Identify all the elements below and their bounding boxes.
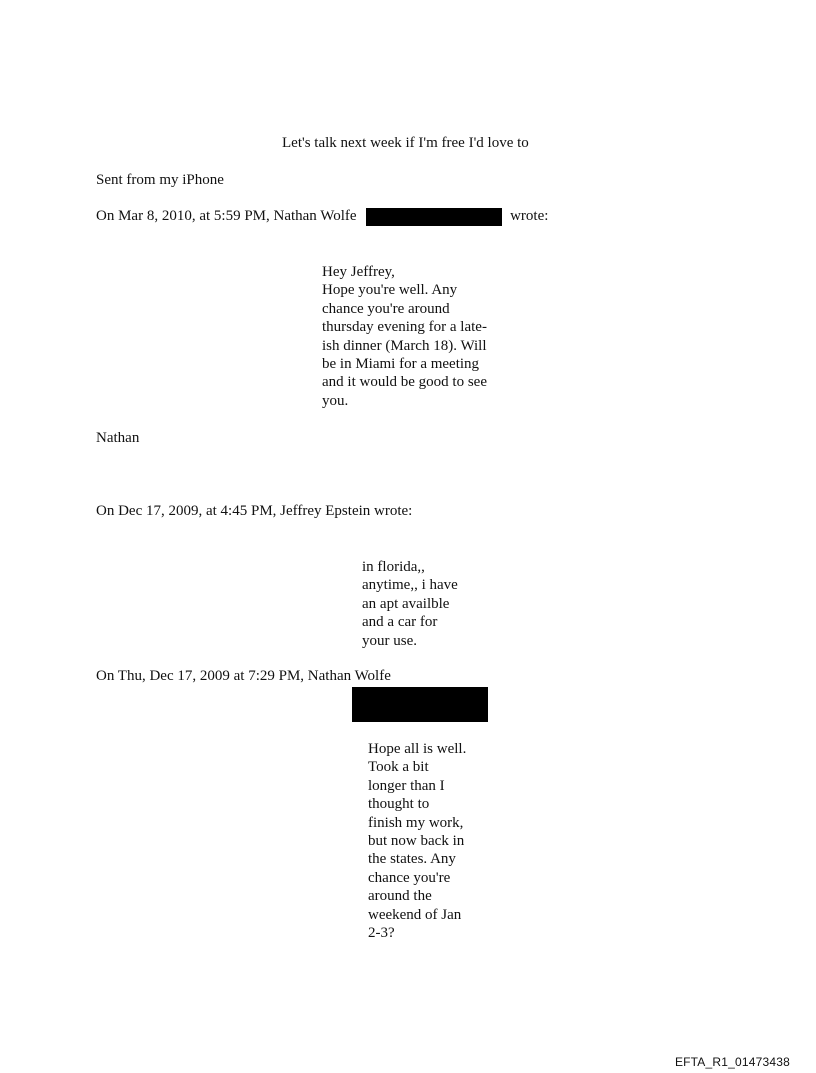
message-line: Hey Jeffrey, xyxy=(322,264,395,280)
redaction-block xyxy=(352,687,488,722)
message-line: chance you're xyxy=(368,869,451,886)
quote-header-prefix: On Mar 8, 2010, at 5:59 PM, Nathan Wolfe xyxy=(96,208,357,224)
message-line: longer than I xyxy=(368,777,445,794)
reply-text: Let's talk next week if I'm free I'd love to xyxy=(282,135,529,151)
message-line: Hope you're well. Any xyxy=(322,282,458,299)
message-line: and it would be good to see xyxy=(322,374,487,391)
message-line: thought to xyxy=(368,796,430,813)
message-line: in florida,, xyxy=(362,559,425,575)
message-line: 2-3? xyxy=(368,925,395,942)
quote-header-dec-17-wolfe: On Thu, Dec 17, 2009 at 7:29 PM, Nathan Wolfe xyxy=(96,668,391,684)
message-line: you. xyxy=(322,392,349,409)
message-line: weekend of Jan xyxy=(368,906,462,923)
message-line: the states. Any xyxy=(368,851,456,868)
message-line: Hope all is well. xyxy=(368,741,467,757)
quote-header-mar-8 xyxy=(96,207,548,226)
message-line: ish dinner (March 18). Will xyxy=(322,337,487,354)
message-line: anytime,, i have xyxy=(362,577,458,594)
message-line: but now back in xyxy=(368,833,465,850)
message-body-1 xyxy=(322,263,487,410)
message-line: thursday evening for a late- xyxy=(322,319,487,336)
redaction-bar xyxy=(366,208,502,226)
quote-header-dec-17-epstein: On Dec 17, 2009, at 4:45 PM, Jeffrey Epstein wrote: xyxy=(96,503,413,519)
message-line: chance you're around xyxy=(322,300,450,317)
message-line: an apt availble xyxy=(362,595,450,612)
message-line: and a car for xyxy=(362,614,438,631)
sign-off-name: Nathan xyxy=(96,430,140,446)
document-id: EFTA_R1_01473438 xyxy=(674,1055,790,1069)
message-line: be in Miami for a meeting xyxy=(322,356,480,373)
message-line: finish my work, xyxy=(368,814,464,831)
sent-from-signature: Sent from my iPhone xyxy=(96,172,224,188)
message-body-3 xyxy=(368,740,466,942)
message-line: Took a bit xyxy=(368,759,429,776)
message-line: around the xyxy=(368,888,432,905)
quote-header-suffix: wrote: xyxy=(510,208,549,224)
message-body-2 xyxy=(362,558,458,650)
message-line: your use. xyxy=(362,632,417,649)
